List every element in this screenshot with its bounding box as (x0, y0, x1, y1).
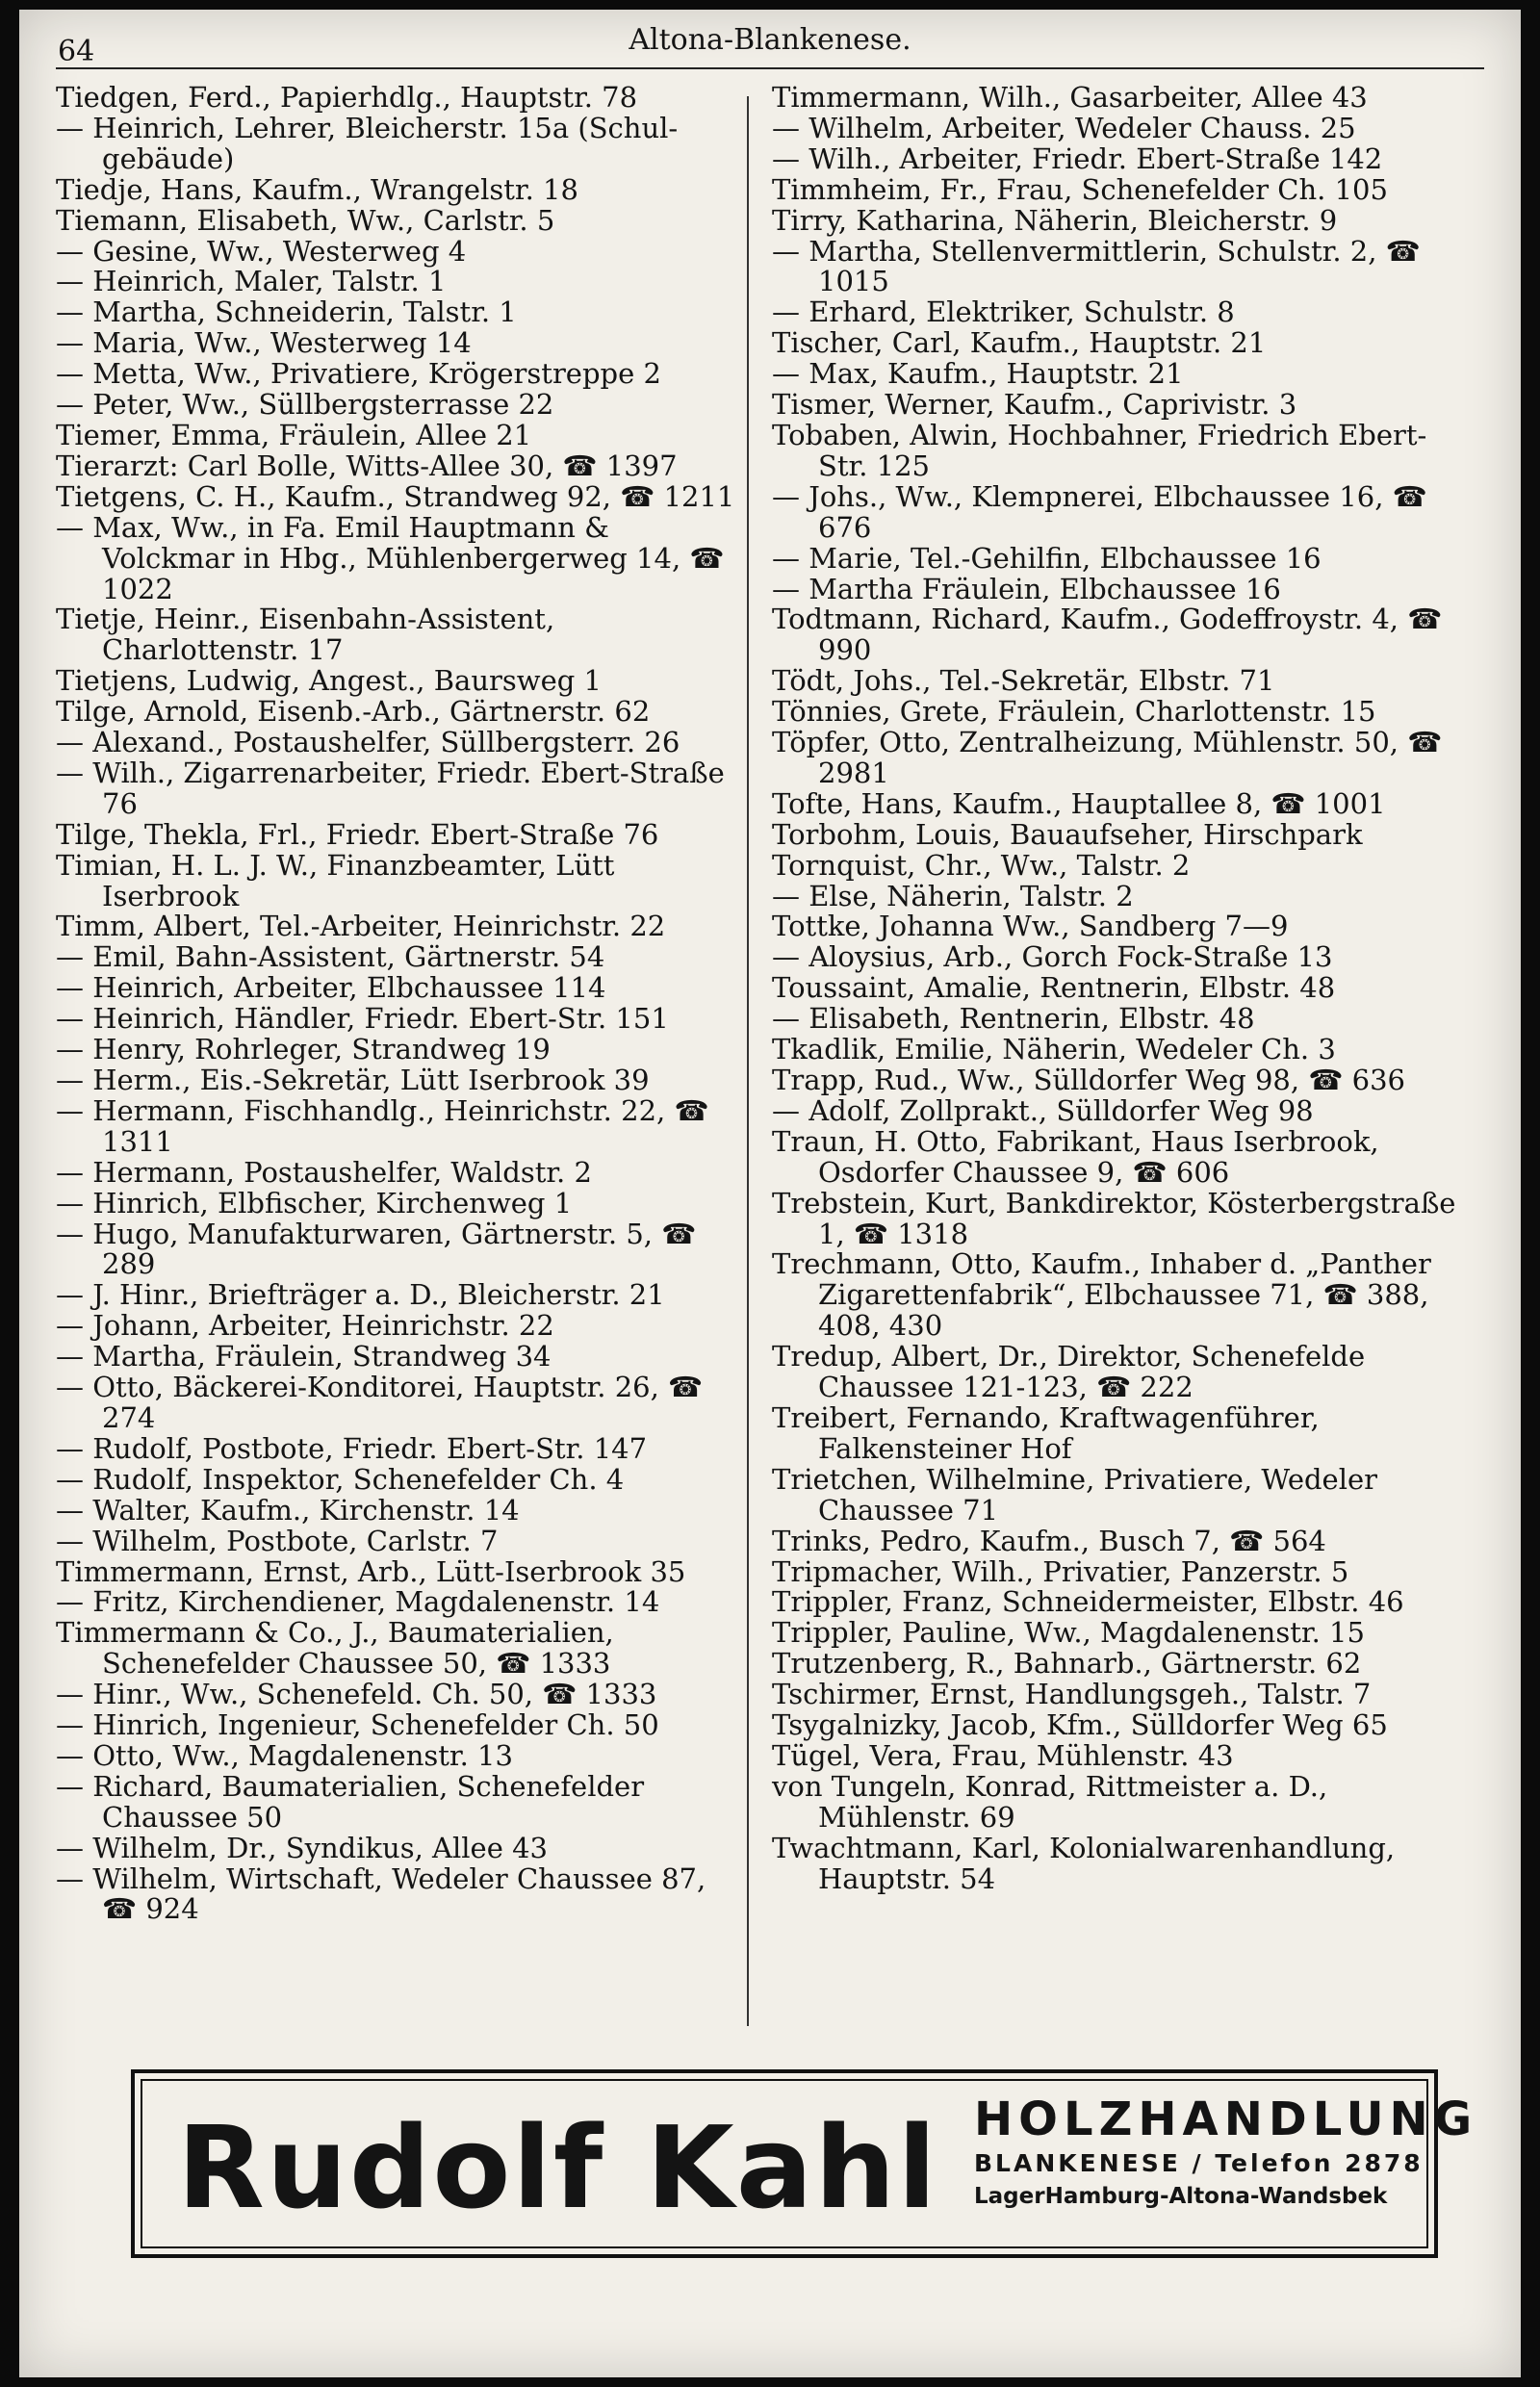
directory-entry: Timmermann, Wilh., Gasarbeiter, Allee 43 (772, 81, 1368, 114)
directory-entry: von Tungeln, Konrad, Rittmeister a. D., Mühlenstr. 69 (772, 1769, 1337, 1834)
directory-entry: — Herm., Eis.-Sekretär, Lütt Iserbrook 39 (56, 1064, 650, 1096)
directory-entry: Trutzenberg, R., Bahnarb., Gärtnerstr. 62 (772, 1647, 1362, 1681)
advertisement-location-phone: BLANKENESE / Telefon 2878 (974, 2149, 1424, 2177)
directory-entry: Tietje, Heinr., Eisenbahn-Assistent, Charlottenstr. 17 (56, 603, 564, 667)
directory-entry: — Otto, Bäckerei-Konditorei, Hauptstr. 26, ☎ 274 (56, 1371, 712, 1434)
directory-entry: — Max, Ww., in Fa. Emil Hauptmann & Volckmar in Hbg., Mühlenbergerweg 14, ☎ 1022 (56, 510, 733, 605)
directory-entry: Tottke, Johanna Ww., Sandberg 7—9 (772, 910, 1289, 943)
directory-entry: Tietgens, C. H., Kaufm., Strandweg 92, ☎ 1211 (56, 479, 735, 513)
directory-page (19, 10, 1521, 2377)
directory-entry: Tobaben, Alwin, Hochbahner, Friedrich Ebert-Str. 125 (772, 418, 1427, 482)
directory-entry: — Martha, Fräulein, Strandweg 34 (56, 1340, 552, 1373)
directory-entry: — Wilhelm, Postbote, Carlstr. 7 (56, 1524, 499, 1557)
directory-entry: — Heinrich, Maler, Talstr. 1 (56, 265, 447, 298)
directory-entry: Torbohm, Louis, Bauaufseher, Hirschpark (772, 817, 1363, 851)
right-column (772, 81, 1465, 1895)
directory-entry: Timmheim, Fr., Frau, Schenefelder Ch. 105 (772, 172, 1388, 206)
page-number: 64 (58, 35, 95, 68)
directory-entry: — Martha, Stellenvermittlerin, Schulstr. 2, ☎ 1015 (772, 234, 1429, 298)
directory-entry: — Hinr., Ww., Schenefeld. Ch. 50, ☎ 1333 (56, 1678, 657, 1711)
directory-entry: — Heinrich, Lehrer, Bleicherstr. 15a (Schul-gebäude) (56, 111, 679, 175)
directory-entry: — Hugo, Manufakturwaren, Gärtnerstr. 5, ☎ 289 (56, 1217, 706, 1281)
directory-entry: — Heinrich, Arbeiter, Elbchaussee 114 (56, 971, 606, 1005)
directory-entry: Tripmacher, Wilh., Privatier, Panzerstr. 5 (772, 1554, 1349, 1588)
directory-entry: Tilge, Thekla, Frl., Friedr. Ebert-Straße 76 (56, 817, 659, 851)
directory-entry: — Wilh., Zigarrenarbeiter, Friedr. Ebert-Straße 76 (56, 756, 734, 820)
directory-entry: — Wilhelm, Arbeiter, Wedeler Chauss. 25 (772, 111, 1356, 144)
directory-entry: Trapp, Rud., Ww., Sülldorfer Weg 98, ☎ 636 (772, 1064, 1406, 1096)
directory-entry: Tofte, Hans, Kaufm., Hauptallee 8, ☎ 1001 (772, 786, 1386, 820)
directory-entry: Trietchen, Wilhelmine, Privatiere, Wedeler Chaussee 71 (772, 1462, 1387, 1527)
directory-entry: Tierarzt: Carl Bolle, Witts-Allee 30, ☎ 1397 (56, 449, 678, 482)
directory-entry: — Walter, Kaufm., Kirchenstr. 14 (56, 1493, 520, 1527)
directory-entry: — Hermann, Postaushelfer, Waldstr. 2 (56, 1155, 592, 1189)
directory-entry: Tirry, Katharina, Näherin, Bleicherstr. 9 (772, 203, 1338, 237)
directory-entry: Trippler, Pauline, Ww., Magdalenenstr. 15 (772, 1616, 1365, 1650)
directory-entry: Tügel, Vera, Frau, Mühlenstr. 43 (772, 1738, 1234, 1772)
advertiser-name: Rudolf Kahl (177, 2101, 938, 2234)
directory-entry: Tiedje, Hans, Kaufm., Wrangelstr. 18 (56, 172, 578, 206)
directory-entry: Trippler, Franz, Schneidermeister, Elbstr. 46 (772, 1585, 1404, 1619)
running-head: Altona-Blankenese. (629, 23, 911, 57)
directory-entry: Tsygalnizky, Jacob, Kfm., Sülldorfer Weg 65 (772, 1708, 1388, 1742)
directory-entry: Timmermann & Co., J., Baumaterialien, Schenefelder Chaussee 50, ☎ 1333 (56, 1616, 623, 1681)
directory-entry: — Aloysius, Arb., Gorch Fock-Straße 13 (772, 940, 1333, 974)
directory-entry: — Peter, Ww., Süllbergsterrasse 22 (56, 388, 554, 422)
directory-entry: Tismer, Werner, Kaufm., Caprivistr. 3 (772, 388, 1297, 422)
directory-entry: Timmermann, Ernst, Arb., Lütt-Iserbrook 35 (56, 1554, 686, 1588)
directory-entry: Tiedgen, Ferd., Papierhdlg., Hauptstr. 78 (56, 81, 638, 114)
directory-entry: Töpfer, Otto, Zentralheizung, Mühlenstr. 50, ☎ 2981 (772, 726, 1451, 789)
directory-entry: Tietjens, Ludwig, Angest., Baursweg 1 (56, 664, 602, 698)
directory-entry: Treibert, Fernando, Kraftwagenführer, Falkensteiner Hof (772, 1400, 1328, 1465)
advertisement-box (131, 2069, 1478, 2258)
directory-entry: — Gesine, Ww., Westerweg 4 (56, 234, 467, 268)
directory-entry: Tiemer, Emma, Fräulein, Allee 21 (56, 418, 532, 451)
directory-entry: Tredup, Albert, Dr., Direktor, Schenefelde Chaussee 121-123, ☎ 222 (772, 1340, 1374, 1404)
directory-entry: Toussaint, Amalie, Rentnerin, Elbstr. 48 (772, 971, 1336, 1005)
directory-entry: — Martha, Schneiderin, Talstr. 1 (56, 295, 517, 329)
column-divider (747, 96, 749, 2026)
directory-entry: Tischer, Carl, Kaufm., Hauptstr. 21 (772, 326, 1267, 360)
advertisement-details (974, 2092, 1478, 2212)
directory-entry: — Else, Näherin, Talstr. 2 (772, 879, 1134, 912)
directory-entry: — Rudolf, Postbote, Friedr. Ebert-Str. 147 (56, 1431, 648, 1465)
directory-entry: Timian, H. L. J. W., Finanzbeamter, Lütt Iserbrook (56, 848, 624, 912)
directory-entry: — Wilhelm, Dr., Syndikus, Allee 43 (56, 1831, 548, 1864)
directory-entry: — Wilhelm, Wirtschaft, Wedeler Chaussee 87, ☎ 924 (56, 1861, 715, 1926)
directory-entry: — Henry, Rohrleger, Strandweg 19 (56, 1033, 551, 1066)
directory-entry: — Hinrich, Elbfischer, Kirchenweg 1 (56, 1186, 573, 1219)
directory-entry: — Hinrich, Ingenieur, Schenefelder Ch. 50 (56, 1708, 659, 1742)
directory-entry: — Emil, Bahn-Assistent, Gärtnerstr. 54 (56, 940, 605, 974)
directory-entry: — Max, Kaufm., Hauptstr. 21 (772, 357, 1184, 391)
directory-entry: Trinks, Pedro, Kaufm., Busch 7, ☎ 564 (772, 1524, 1326, 1557)
directory-entry: — J. Hinr., Briefträger a. D., Bleicherstr. 21 (56, 1278, 665, 1312)
advertisement-inner-border (141, 2079, 1478, 2248)
directory-entry: Twachtmann, Karl, Kolonialwarenhandlung, Hauptstr. 54 (772, 1831, 1404, 1895)
directory-entry: — Maria, Ww., Westerweg 14 (56, 326, 472, 360)
directory-entry: — Johann, Arbeiter, Heinrichstr. 22 (56, 1309, 554, 1343)
advertisement-title: HOLZHANDLUNG (974, 2092, 1478, 2146)
directory-entry: Tiemann, Elisabeth, Ww., Carlstr. 5 (56, 203, 555, 237)
directory-entry: Tschirmer, Ernst, Handlungsgeh., Talstr. 7 (772, 1678, 1372, 1711)
directory-entry: Trebstein, Kurt, Bankdirektor, Kösterbergstraße 1, ☎ 1318 (772, 1186, 1465, 1250)
directory-entry: — Elisabeth, Rentnerin, Elbstr. 48 (772, 1002, 1255, 1036)
directory-entry: — Fritz, Kirchendiener, Magdalenenstr. 14 (56, 1585, 660, 1619)
directory-entry: Todtmann, Richard, Kaufm., Godeffroystr. 4, ☎ 990 (772, 603, 1451, 667)
directory-entry: — Erhard, Elektriker, Schulstr. 8 (772, 295, 1235, 329)
directory-entry: — Alexand., Postaushelfer, Süllbergsterr. 26 (56, 726, 680, 759)
directory-entry: — Wilh., Arbeiter, Friedr. Ebert-Straße 142 (772, 141, 1383, 175)
directory-entry: — Otto, Ww., Magdalenenstr. 13 (56, 1738, 513, 1772)
directory-entry: — Rudolf, Inspektor, Schenefelder Ch. 4 (56, 1462, 625, 1496)
directory-entry: Tilge, Arnold, Eisenb.-Arb., Gärtnerstr. 62 (56, 695, 651, 729)
directory-entry: Timm, Albert, Tel.-Arbeiter, Heinrichstr. 22 (56, 910, 666, 943)
directory-entry: — Richard, Baumaterialien, Schenefelder Chaussee 50 (56, 1769, 654, 1834)
directory-entry: — Adolf, Zollprakt., Sülldorfer Weg 98 (772, 1093, 1314, 1127)
directory-entry: — Metta, Ww., Privatiere, Krögerstreppe 2 (56, 357, 661, 391)
directory-entry: — Johs., Ww., Klempnerei, Elbchaussee 16, ☎ 676 (772, 479, 1436, 544)
left-column (56, 83, 741, 1925)
header-rule (56, 67, 1484, 69)
directory-entry: — Martha Fräulein, Elbchaussee 16 (772, 572, 1281, 605)
directory-entry: Traun, H. Otto, Fabrikant, Haus Iserbrook, Osdorfer Chaussee 9, ☎ 606 (772, 1124, 1388, 1189)
directory-entry: Tödt, Johs., Tel.-Sekretär, Elbstr. 71 (772, 664, 1275, 698)
directory-entry: Tönnies, Grete, Fräulein, Charlottenstr. 15 (772, 695, 1376, 729)
directory-entry: Trechmann, Otto, Kaufm., Inhaber d. „Panther Zigarettenfabrik“, Elbchaussee 71, ☎ 388, 408, 430 (772, 1247, 1441, 1343)
directory-entry: — Marie, Tel.-Gehilfin, Elbchaussee 16 (772, 541, 1322, 575)
advertisement-warehouses: LagerHamburg-Altona-Wandsbek (974, 2184, 1388, 2209)
directory-entry: — Hermann, Fischhandlg., Heinrichstr. 22, ☎ 1311 (56, 1093, 718, 1158)
directory-entry: Tornquist, Chr., Ww., Talstr. 2 (772, 848, 1191, 882)
directory-entry: Tkadlik, Emilie, Näherin, Wedeler Ch. 3 (772, 1033, 1336, 1066)
directory-entry: — Heinrich, Händler, Friedr. Ebert-Str. 151 (56, 1002, 669, 1036)
